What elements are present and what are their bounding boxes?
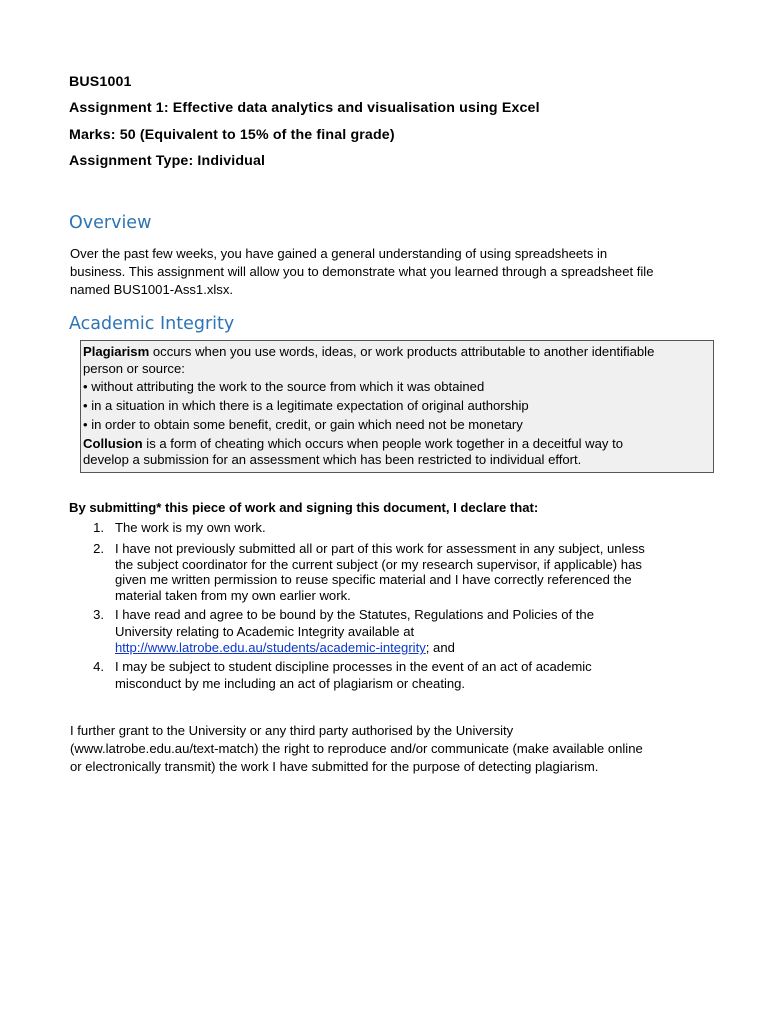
collusion-definition-text: is a form of cheating which occurs when people work together in a deceitful way to (142, 436, 624, 451)
item-line: The work is my own work. (115, 520, 266, 535)
marks-line: Marks: 50 (Equivalent to 15% of the final grade) (69, 127, 395, 143)
assignment-title: Assignment 1: Effective data analytics and visualisation using Excel (69, 100, 540, 116)
plagiarism-bullet: • in a situation in which there is a legitimate expectation of original authorship (83, 398, 529, 413)
assignment-type: Assignment Type: Individual (69, 153, 266, 169)
item-line: given me written permission to reuse specific material and I have correctly referenced the (115, 572, 632, 587)
item-line: the subject coordinator for the current subject (or my research supervisor, if applicable) has (115, 556, 642, 572)
plagiarism-definition-line (83, 344, 654, 359)
declaration-heading: By submitting* this piece of work and signing this document, I declare that: (69, 500, 539, 515)
item-line: I may be subject to student discipline processes in the event of an act of academic (115, 659, 592, 674)
academic-integrity-box (80, 340, 714, 473)
academic-integrity-link[interactable]: http://www.latrobe.edu.au/students/academic-integrity (115, 640, 426, 655)
plagiarism-definition-continued: person or source: (83, 361, 185, 376)
item-line: I have read and agree to be bound by the Statutes, Regulations and Policies of the (115, 607, 594, 622)
plagiarism-bullet: • in order to obtain some benefit, credit, or gain which need not be monetary (83, 417, 523, 432)
collusion-definition-line (83, 436, 623, 451)
item-line-suffix: ; and (425, 640, 455, 655)
overview-line: business. This assignment will allow you to demonstrate what you learned through a spreadsheet file (70, 264, 654, 279)
grant-line: or electronically transmit) the work I have submitted for the purpose of detecting plagiarism. (70, 759, 599, 774)
overview-line: named BUS1001-Ass1.xlsx. (70, 282, 234, 297)
item-line: material taken from my own earlier work. (115, 587, 351, 603)
overview-heading: Overview (69, 213, 152, 233)
collusion-definition-continued: develop a submission for an assessment which has been restricted to individual effort. (83, 452, 582, 467)
item-number: 2. (93, 541, 104, 556)
item-number: 3. (93, 607, 104, 622)
plagiarism-term: Plagiarism (83, 344, 150, 359)
overview-line: Over the past few weeks, you have gained a general understanding of using spreadsheets in (70, 246, 608, 261)
item-line-with-link (115, 640, 594, 657)
item-number: 1. (93, 520, 104, 535)
grant-line: I further grant to the University or any third party authorised by the University (70, 723, 514, 738)
item-number: 4. (93, 659, 104, 674)
plagiarism-bullet: • without attributing the work to the source from which it was obtained (83, 379, 485, 394)
course-code: BUS1001 (69, 74, 132, 90)
collusion-term: Collusion (83, 436, 143, 451)
item-line: I have not previously submitted all or part of this work for assessment in any subject, unless (115, 541, 645, 556)
item-line: misconduct by me including an act of plagiarism or cheating. (115, 675, 466, 691)
item-line: University relating to Academic Integrity available at (115, 623, 415, 639)
grant-line: (www.latrobe.edu.au/text-match) the right to reproduce and/or communicate (make available online (70, 741, 643, 756)
plagiarism-definition-text: occurs when you use words, ideas, or work products attributable to another identifiable (149, 344, 655, 359)
academic-integrity-heading: Academic Integrity (69, 314, 235, 334)
